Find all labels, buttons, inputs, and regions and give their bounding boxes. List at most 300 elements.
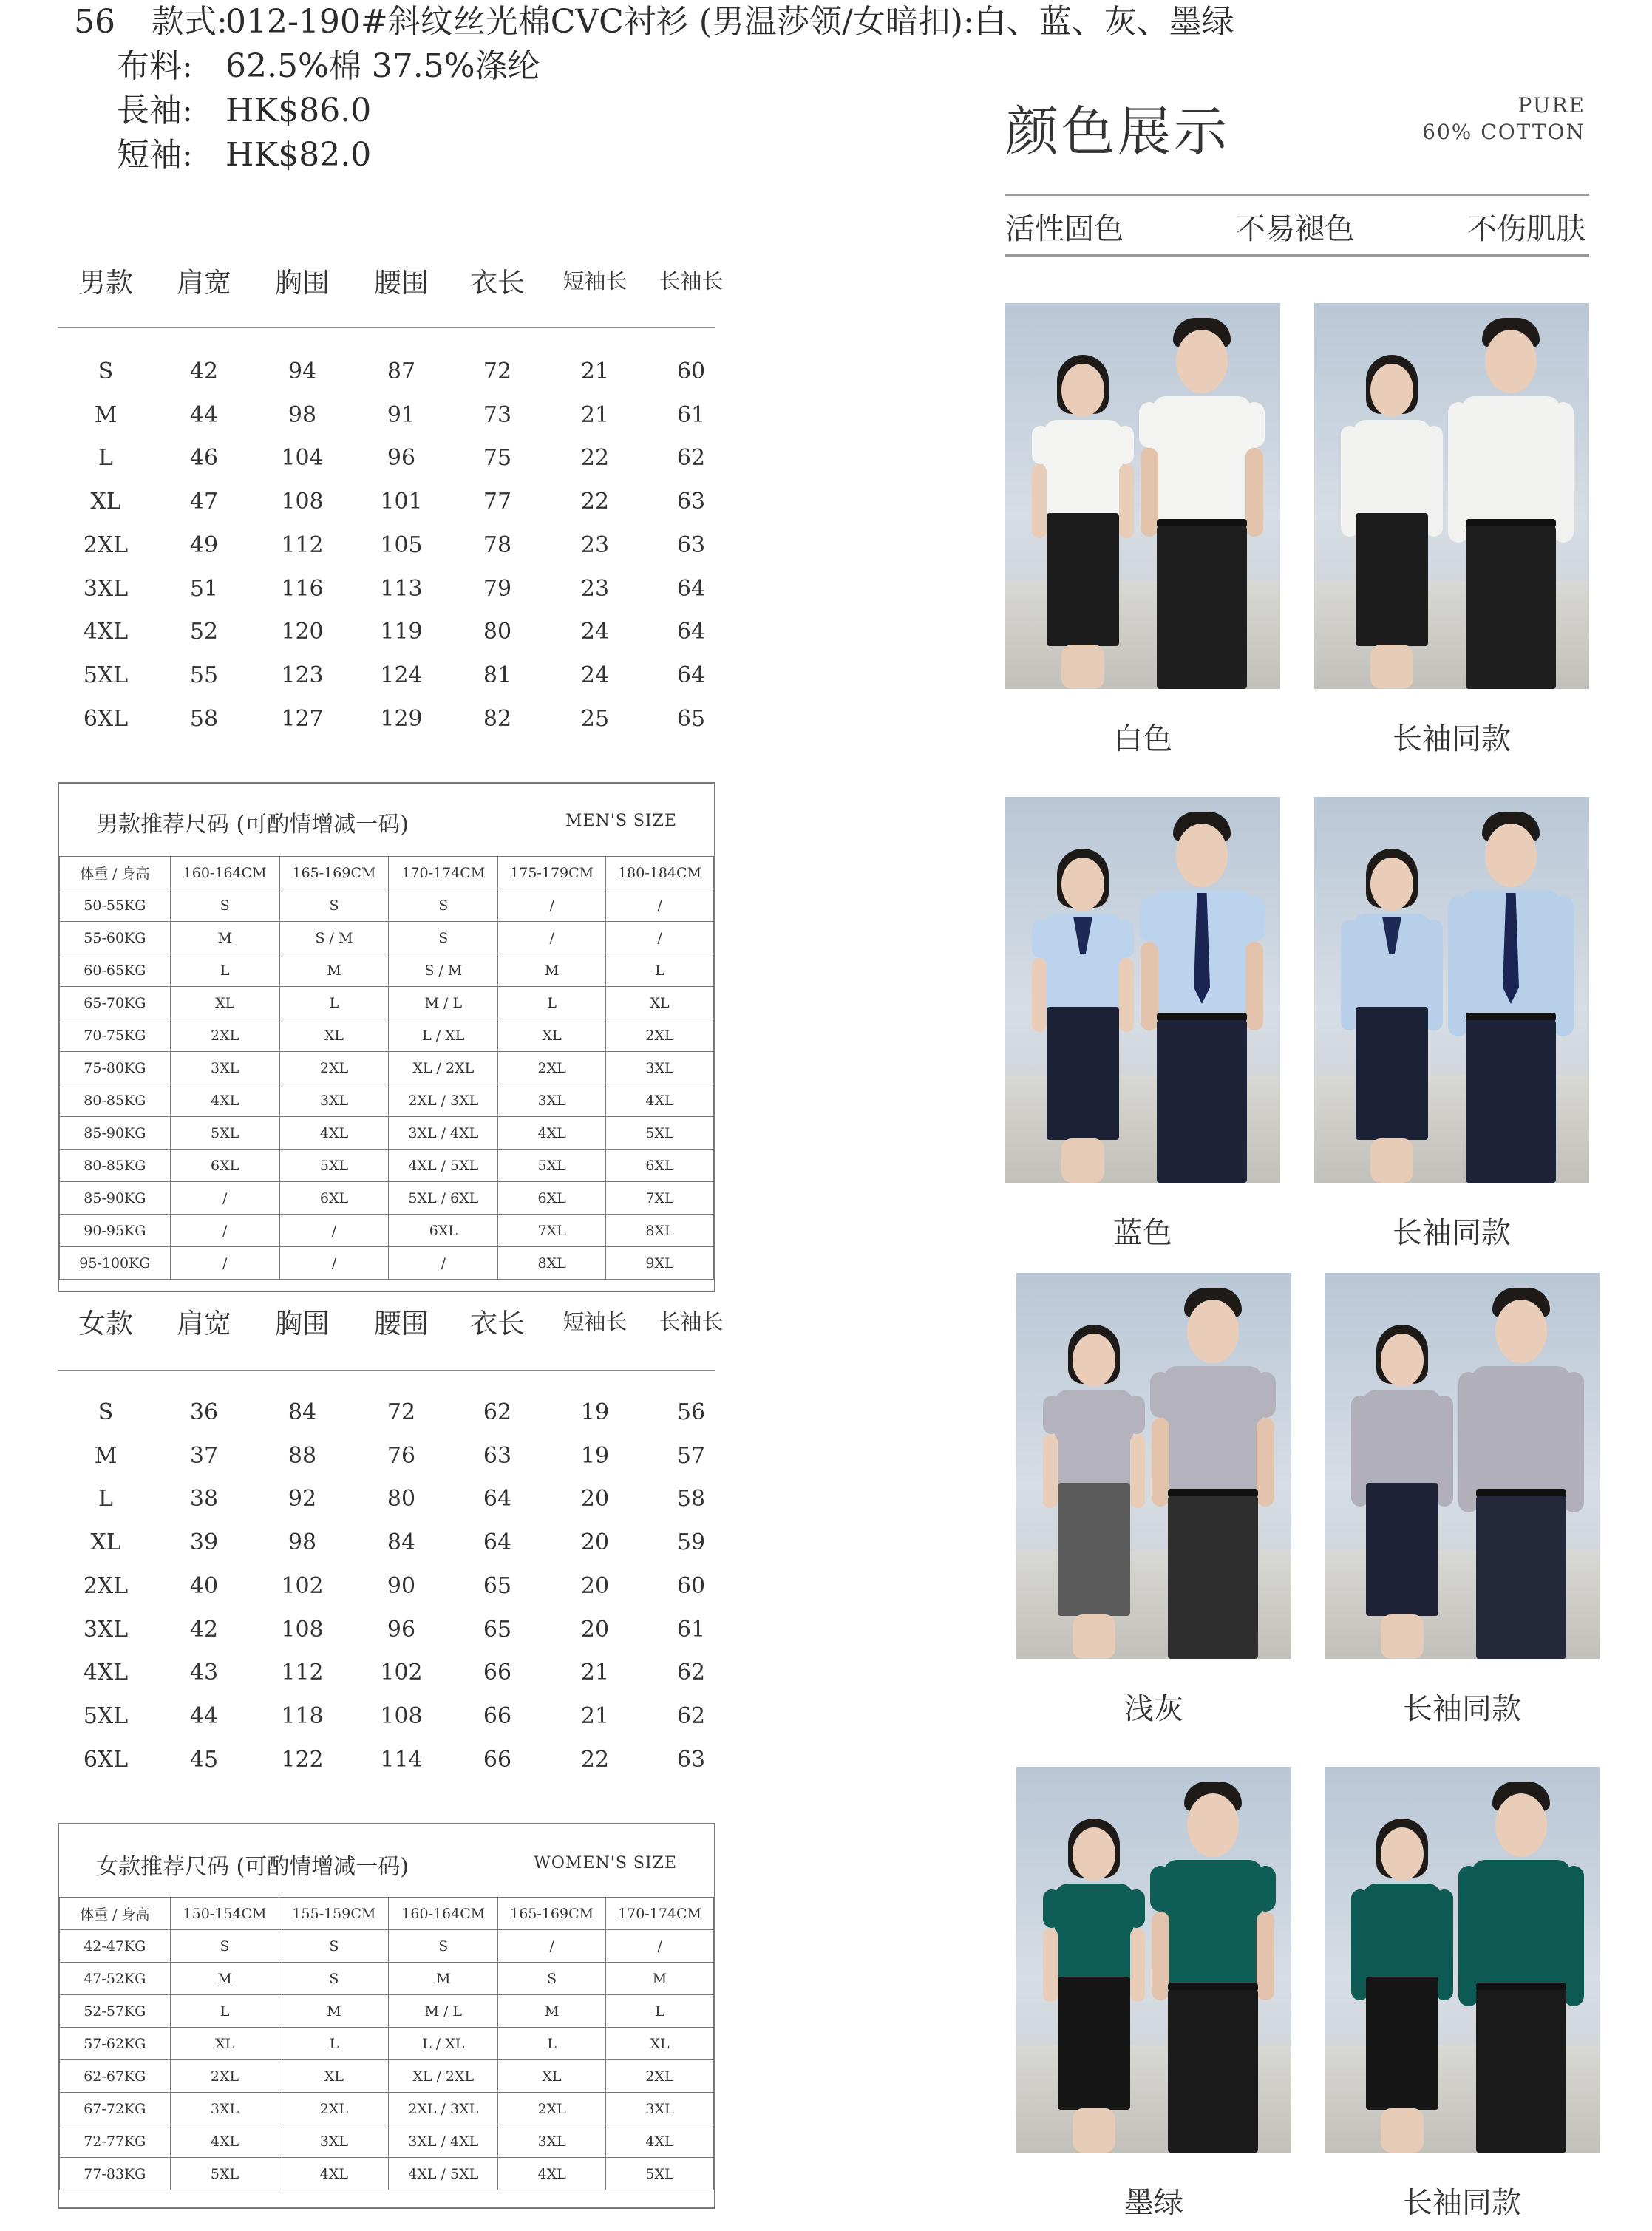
table-cell: 55	[189, 662, 219, 688]
table-cell: 66	[483, 1702, 512, 1729]
woman-legs	[1370, 1138, 1413, 1183]
table-cell: 102	[281, 1572, 324, 1599]
header-key: 布料:	[117, 47, 193, 85]
table-cell: 150-154CM	[170, 1898, 279, 1930]
table-row	[58, 1747, 715, 1790]
table-cell: 84	[387, 1529, 416, 1556]
table-cell: 4XL	[170, 1084, 279, 1117]
table-cell: 160-164CM	[170, 857, 279, 889]
table-cell: 4XL / 5XL	[389, 1150, 498, 1182]
table-cell: 47	[189, 489, 219, 515]
product-photo	[1314, 303, 1589, 689]
men-recommend-grid	[59, 856, 714, 1280]
table-cell: 60	[676, 1572, 706, 1599]
table-cell: 112	[281, 532, 324, 558]
table-cell: /	[170, 1215, 279, 1247]
table-cell: 22	[580, 489, 610, 515]
column-header: 腰围	[374, 267, 429, 299]
face	[1485, 824, 1537, 887]
table-cell: 59	[676, 1529, 706, 1556]
table-cell: 8XL	[606, 1215, 714, 1247]
table-cell: 81	[483, 662, 512, 688]
woman-model	[1027, 355, 1138, 689]
photo-caption: 长袖同款	[1393, 722, 1511, 756]
man-right-sleeve	[1553, 896, 1574, 1036]
table-row	[60, 1084, 714, 1117]
table-cell: /	[498, 922, 606, 954]
column-header: 肩宽	[177, 1308, 231, 1339]
table-cell: 63	[676, 532, 706, 558]
table-cell: 57-62KG	[60, 2028, 171, 2060]
table-cell: 101	[380, 489, 423, 515]
table-row	[60, 857, 714, 889]
table-row	[60, 1150, 714, 1182]
table-cell: L	[606, 1995, 714, 2028]
man-trousers	[1168, 1990, 1258, 2153]
woman-model	[1347, 1325, 1458, 1659]
table-cell: 43	[189, 1660, 219, 1686]
table-cell: L	[498, 987, 606, 1019]
table-cell: 85-90KG	[60, 1182, 171, 1215]
table-row	[60, 1117, 714, 1150]
column-header: 短袖长	[562, 1309, 628, 1334]
table-cell: 3XL	[498, 1084, 606, 1117]
table-cell: 98	[288, 401, 317, 428]
table-cell: 体重 / 身高	[60, 1898, 171, 1930]
table-cell: 21	[580, 1702, 610, 1729]
woman-model	[1027, 849, 1138, 1183]
table-cell: 42	[189, 359, 219, 384]
table-cell: 19	[580, 1399, 610, 1425]
table-cell: 85-90KG	[60, 1117, 171, 1150]
table-cell: 70-75KG	[60, 1019, 171, 1052]
woman-skirt	[1047, 1007, 1119, 1140]
woman-shirt	[1363, 1884, 1441, 1980]
table-cell: 4XL / 5XL	[389, 2158, 498, 2190]
table-cell: 6XL	[389, 1215, 498, 1247]
table-cell: 64	[676, 619, 706, 645]
table-cell: /	[279, 1215, 389, 1247]
table-cell: 63	[483, 1442, 512, 1469]
woman-left-forearm	[1043, 1434, 1058, 1508]
table-row	[60, 2125, 714, 2158]
table-cell: 63	[676, 489, 706, 515]
table-cell: 45	[189, 1746, 219, 1773]
man-model	[1135, 812, 1268, 1183]
women-recommend-title: 女款推荐尺码 (可酌情增减一码)	[96, 1854, 409, 1880]
photo-caption: 墨绿	[1124, 2186, 1183, 2220]
table-row	[58, 1399, 715, 1442]
man-trousers	[1168, 1496, 1258, 1659]
woman-shirt	[1363, 1390, 1441, 1486]
table-cell: 87	[387, 359, 416, 384]
table-cell: 4XL	[83, 619, 129, 645]
table-cell: 64	[676, 575, 706, 602]
product-photo	[1325, 1767, 1600, 2153]
table-cell: 60	[676, 359, 706, 384]
table-cell: M / L	[389, 1995, 498, 2028]
man-model	[1135, 318, 1268, 689]
woman-model	[1039, 1819, 1149, 2153]
table-cell: 50-55KG	[60, 889, 171, 922]
table-cell: S	[389, 1930, 498, 1963]
table-cell: 46	[189, 445, 219, 472]
man-left-forearm	[1141, 448, 1158, 537]
divider	[58, 1370, 715, 1371]
product-photo	[1314, 797, 1589, 1183]
woman-skirt	[1058, 1977, 1130, 2110]
table-cell: XL	[170, 2028, 279, 2060]
table-row	[60, 1019, 714, 1052]
table-cell: S	[389, 889, 498, 922]
table-cell: 104	[281, 445, 324, 472]
photo-caption: 长袖同款	[1403, 1692, 1521, 1726]
table-cell: /	[170, 1247, 279, 1280]
man-right-sleeve	[1563, 1372, 1584, 1512]
man-left-sleeve	[1150, 1866, 1171, 1912]
face	[1073, 1827, 1115, 1881]
woman-legs	[1061, 645, 1104, 689]
table-cell: 108	[380, 1702, 423, 1729]
face	[1495, 1793, 1547, 1857]
table-cell: XL	[90, 489, 121, 515]
table-cell: 170-174CM	[606, 1898, 714, 1930]
table-cell: 47-52KG	[60, 1963, 171, 1995]
table-cell: M	[606, 1963, 714, 1995]
column-header: 胸围	[275, 267, 330, 299]
table-cell: 129	[380, 705, 423, 732]
man-shirt	[1472, 1366, 1571, 1492]
man-right-sleeve	[1255, 1372, 1276, 1418]
women-measure-header	[58, 1301, 724, 1345]
column-header: 胸围	[275, 1308, 330, 1339]
table-cell: 4XL	[606, 2125, 714, 2158]
table-row	[60, 889, 714, 922]
table-row	[58, 1443, 715, 1486]
man-trousers	[1157, 526, 1247, 689]
table-row	[60, 954, 714, 987]
table-cell: 72	[387, 1399, 416, 1425]
column-header: 腰围	[374, 1308, 429, 1339]
table-cell: 165-169CM	[498, 1898, 606, 1930]
table-cell: XL	[279, 2060, 389, 2093]
table-cell: 64	[483, 1529, 512, 1556]
header-value: HK$82.0	[225, 136, 372, 174]
table-cell: 80-85KG	[60, 1084, 171, 1117]
woman-legs	[1061, 1138, 1104, 1183]
table-cell: 38	[189, 1486, 219, 1512]
man-left-sleeve	[1150, 1372, 1171, 1418]
man-model	[1444, 318, 1577, 689]
table-cell: 44	[189, 1702, 219, 1729]
table-cell: 40	[189, 1572, 219, 1599]
table-cell: L	[498, 2028, 606, 2060]
woman-model	[1347, 1819, 1458, 2153]
table-cell: 155-159CM	[279, 1898, 389, 1930]
header-key: 短袖:	[117, 136, 193, 174]
table-cell: 2XL	[498, 1052, 606, 1084]
table-cell: 3XL	[498, 2125, 606, 2158]
header-value: 62.5%棉 37.5%涤纶	[225, 47, 540, 85]
table-cell: 36	[189, 1399, 219, 1425]
photo-caption: 长袖同款	[1393, 1216, 1511, 1250]
table-cell: XL	[170, 987, 279, 1019]
table-cell: 6XL	[498, 1182, 606, 1215]
table-cell: 5XL / 6XL	[389, 1182, 498, 1215]
woman-left-sleeve	[1043, 1396, 1061, 1434]
table-row	[60, 922, 714, 954]
table-cell: 62	[676, 1702, 706, 1729]
table-cell: 2XL	[279, 1052, 389, 1084]
table-cell: 37	[189, 1442, 219, 1469]
table-cell: 5XL	[83, 1702, 129, 1729]
table-cell: M	[389, 1963, 498, 1995]
woman-right-forearm	[1130, 1928, 1145, 2002]
table-cell: 78	[483, 532, 512, 558]
table-cell: 6XL	[279, 1182, 389, 1215]
table-cell: L	[98, 445, 113, 472]
woman-right-forearm	[1119, 464, 1134, 538]
table-cell: M	[94, 1442, 118, 1469]
table-cell: 61	[676, 1616, 706, 1643]
woman-model	[1336, 355, 1447, 689]
table-cell: 6XL	[170, 1150, 279, 1182]
table-cell: 20	[580, 1572, 610, 1599]
table-cell: M	[94, 401, 118, 428]
table-cell: 160-164CM	[389, 1898, 498, 1930]
table-cell: 4XL	[170, 2125, 279, 2158]
table-row	[58, 1703, 715, 1746]
table-cell: 2XL	[83, 532, 129, 558]
table-row	[60, 1898, 714, 1930]
table-cell: 20	[580, 1529, 610, 1556]
table-cell: 64	[483, 1486, 512, 1512]
table-cell: 77-83KG	[60, 2158, 171, 2190]
photo-caption: 白色	[1113, 722, 1172, 756]
woman-left-sleeve	[1032, 426, 1050, 464]
table-cell: 21	[580, 1660, 610, 1686]
table-cell: 95-100KG	[60, 1247, 171, 1280]
table-cell: 22	[580, 445, 610, 472]
table-cell: /	[606, 889, 714, 922]
table-cell: 102	[380, 1660, 423, 1686]
pure-cotton-badge	[1408, 92, 1585, 146]
table-cell: 3XL	[170, 2093, 279, 2125]
man-left-forearm	[1152, 1912, 1169, 2000]
column-header: 衣长	[470, 1308, 525, 1339]
table-cell: 80	[387, 1486, 416, 1512]
table-cell: M	[279, 1995, 389, 2028]
table-cell: S	[389, 922, 498, 954]
women-size-tag: WOMEN'S SIZE	[534, 1854, 677, 1872]
man-trousers	[1157, 1020, 1247, 1183]
column-header: 长袖长	[659, 268, 724, 293]
face	[1187, 1300, 1239, 1363]
table-cell: 2XL / 3XL	[389, 2093, 498, 2125]
table-cell: /	[170, 1182, 279, 1215]
man-right-sleeve	[1563, 1866, 1584, 2006]
man-trousers	[1466, 526, 1556, 689]
table-cell: 75-80KG	[60, 1052, 171, 1084]
table-cell: 90-95KG	[60, 1215, 171, 1247]
woman-left-sleeve	[1043, 1889, 1061, 1928]
man-left-sleeve	[1139, 402, 1160, 448]
table-cell: 80	[483, 619, 512, 645]
table-cell: 2XL / 3XL	[389, 1084, 498, 1117]
woman-skirt	[1366, 1483, 1438, 1616]
table-cell: 3XL	[83, 575, 129, 602]
woman-left-forearm	[1032, 464, 1047, 538]
feature-skin-friendly: 不伤肌肤	[1467, 212, 1585, 246]
table-cell: XL	[606, 2028, 714, 2060]
woman-left-forearm	[1043, 1928, 1058, 2002]
table-cell: 23	[580, 532, 610, 558]
man-shirt	[1163, 1860, 1262, 1986]
woman-right-sleeve	[1116, 426, 1134, 464]
table-cell: M	[498, 1995, 606, 2028]
table-row	[58, 402, 715, 445]
table-row	[58, 1660, 715, 1702]
woman-legs	[1073, 2108, 1115, 2153]
table-cell: 52	[189, 619, 219, 645]
woman-right-sleeve	[1127, 1889, 1145, 1928]
men-size-tag: MEN'S SIZE	[565, 812, 677, 830]
table-cell: L	[98, 1486, 113, 1512]
table-cell: 90	[387, 1572, 416, 1599]
table-cell: 21	[580, 401, 610, 428]
table-cell: 75	[483, 445, 512, 472]
table-cell: M	[279, 954, 389, 987]
table-cell: 2XL	[83, 1572, 129, 1599]
table-cell: S	[279, 1963, 389, 1995]
men-recommend-title: 男款推荐尺码 (可酌情增减一码)	[96, 812, 409, 838]
woman-skirt	[1047, 513, 1119, 646]
style-number: 56	[74, 3, 115, 41]
table-cell: 3XL / 4XL	[389, 2125, 498, 2158]
divider	[1005, 254, 1589, 257]
table-row	[60, 1182, 714, 1215]
table-cell: L	[279, 987, 389, 1019]
table-cell: XL / 2XL	[389, 1052, 498, 1084]
man-model	[1454, 1288, 1587, 1659]
table-row	[60, 1930, 714, 1963]
table-cell: L / XL	[389, 1019, 498, 1052]
face	[1381, 1334, 1424, 1387]
table-cell: 62	[676, 1660, 706, 1686]
table-cell: 5XL	[606, 2158, 714, 2190]
table-row	[58, 1529, 715, 1572]
table-row	[58, 619, 715, 662]
table-cell: 94	[288, 359, 317, 384]
product-photo	[1005, 303, 1280, 689]
table-cell: 19	[580, 1442, 610, 1469]
table-cell: 61	[676, 401, 706, 428]
man-trousers	[1466, 1020, 1556, 1183]
table-cell: 2XL	[170, 2060, 279, 2093]
feature-fixed-color: 活性固色	[1005, 212, 1124, 246]
cotton-line: 60% COTTON	[1422, 120, 1585, 144]
table-cell: 58	[676, 1486, 706, 1512]
table-cell: 124	[380, 662, 423, 688]
table-cell: 5XL	[279, 1150, 389, 1182]
man-left-forearm	[1152, 1418, 1169, 1507]
table-cell: 67-72KG	[60, 2093, 171, 2125]
table-cell: 63	[676, 1746, 706, 1773]
man-shirt	[1472, 1860, 1571, 1986]
table-cell: 80-85KG	[60, 1150, 171, 1182]
face	[1176, 330, 1228, 393]
woman-skirt	[1366, 1977, 1438, 2110]
table-cell: 88	[288, 1442, 317, 1469]
table-cell: 2XL	[606, 2060, 714, 2093]
table-cell: 2XL	[498, 2093, 606, 2125]
table-row	[60, 2060, 714, 2093]
woman-shirt	[1353, 420, 1431, 516]
table-cell: /	[498, 889, 606, 922]
table-cell: 3XL / 4XL	[389, 1117, 498, 1150]
table-cell: 7XL	[498, 1215, 606, 1247]
table-row	[60, 987, 714, 1019]
table-row	[60, 2093, 714, 2125]
woman-legs	[1370, 645, 1413, 689]
table-cell: 116	[281, 575, 324, 602]
table-cell: 92	[288, 1486, 317, 1512]
product-photo	[1016, 1273, 1291, 1659]
table-row	[60, 1247, 714, 1280]
table-cell: 65	[483, 1572, 512, 1599]
table-cell: 51	[189, 575, 219, 602]
woman-legs	[1073, 1614, 1115, 1659]
table-cell: 96	[387, 1616, 416, 1643]
table-cell: 9XL	[606, 1247, 714, 1280]
table-cell: M	[498, 954, 606, 987]
table-cell: /	[498, 1930, 606, 1963]
table-cell: 4XL	[606, 1084, 714, 1117]
face	[1370, 858, 1413, 911]
table-cell: 2XL	[170, 1019, 279, 1052]
table-cell: L	[606, 954, 714, 987]
table-cell: 66	[483, 1660, 512, 1686]
table-cell: 20	[580, 1616, 610, 1643]
face	[1061, 858, 1104, 911]
table-cell: S	[98, 359, 114, 384]
column-header: 肩宽	[177, 267, 231, 299]
header-key: 長袖:	[117, 92, 193, 129]
table-cell: 165-169CM	[279, 857, 389, 889]
table-cell: 114	[380, 1746, 423, 1773]
table-cell: 62	[676, 445, 706, 472]
table-cell: 3XL	[279, 2125, 389, 2158]
table-cell: 22	[580, 1746, 610, 1773]
table-cell: 42-47KG	[60, 1930, 171, 1963]
woman-shirt	[1055, 1390, 1133, 1486]
divider	[58, 327, 715, 328]
table-cell: 5XL	[83, 662, 129, 688]
table-cell: 39	[189, 1529, 219, 1556]
woman-legs	[1381, 2108, 1424, 2153]
table-cell: 3XL	[606, 2093, 714, 2125]
table-cell: /	[606, 1930, 714, 1963]
table-cell: 4XL	[498, 1117, 606, 1150]
table-cell: 6XL	[606, 1150, 714, 1182]
pure-line: PURE	[1517, 93, 1585, 118]
table-cell: S	[170, 1930, 279, 1963]
column-header: 短袖长	[562, 268, 628, 293]
table-row	[58, 359, 715, 401]
face	[1187, 1793, 1239, 1857]
table-cell: 4XL	[83, 1660, 129, 1686]
table-cell: 170-174CM	[389, 857, 498, 889]
